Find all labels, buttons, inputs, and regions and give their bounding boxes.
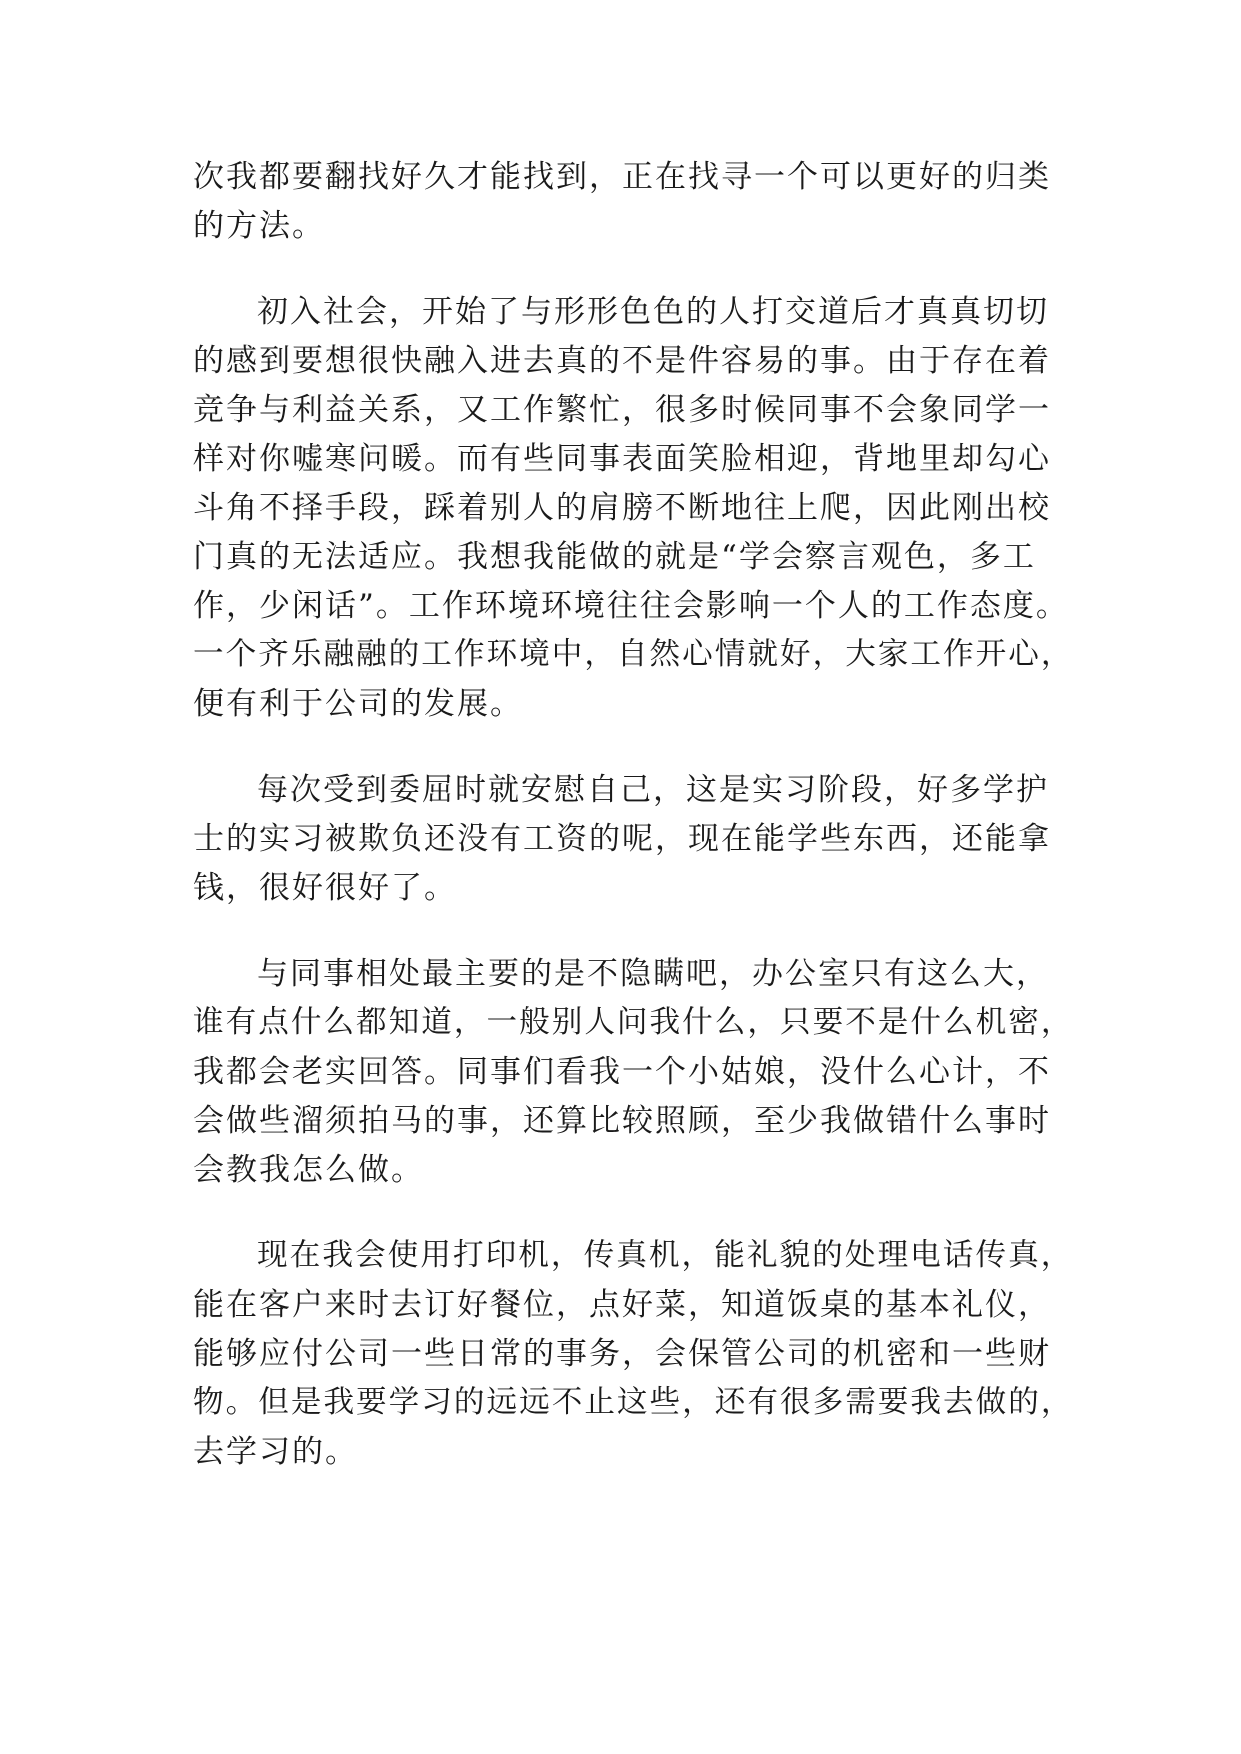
text-line: 能在客户来时去订好餐位，点好菜，知道饭桌的基本礼仪， bbox=[193, 1287, 1051, 1323]
text-line: 我都会老实回答。同事们看我一个小姑娘，没什么心计，不 bbox=[193, 1054, 1051, 1090]
text-line: 谁有点什么都知道，一般别人问我什么，只要不是什么机密， bbox=[193, 1005, 1074, 1040]
paragraph-first-line: 与同事相处最主要的是不隐瞒吧，办公室只有这么大， bbox=[257, 956, 1049, 992]
text-line: 钱，很好很好了。 bbox=[193, 870, 457, 906]
text-line: 物。但是我要学习的远远不止这些，还有很多需要我去做的， bbox=[193, 1385, 1074, 1420]
text-line: 门真的无法适应。我想我能做的就是“学会察言观色，多工 bbox=[193, 539, 1036, 575]
paragraph-first-line: 初入社会，开始了与形形色色的人打交道后才真真切切 bbox=[257, 294, 1049, 330]
text-line: 斗角不择手段，踩着别人的肩膀不断地往上爬，因此刚出校 bbox=[193, 490, 1051, 526]
text-line: 次我都要翻找好久才能找到，正在找寻一个可以更好的归类 bbox=[193, 159, 1051, 195]
text-line: 的感到要想很快融入进去真的不是件容易的事。由于存在着 bbox=[193, 343, 1051, 379]
text-line: 去学习的。 bbox=[193, 1434, 358, 1470]
paragraph-first-line: 每次受到委屈时就安慰自己，这是实习阶段，好多学护 bbox=[257, 772, 1049, 808]
text-line: 样对你嘘寒问暖。而有些同事表面笑脸相迎，背地里却勾心 bbox=[193, 441, 1051, 477]
text-line: 士的实习被欺负还没有工资的呢，现在能学些东西，还能拿 bbox=[193, 821, 1051, 857]
text-line: 会做些溜须拍马的事，还算比较照顾，至少我做错什么事时 bbox=[193, 1103, 1051, 1139]
paragraph-first-line: 现在我会使用打印机，传真机，能礼貌的处理电话传真， bbox=[257, 1238, 1074, 1273]
text-line: 会教我怎么做。 bbox=[193, 1152, 424, 1188]
text-line: 能够应付公司一些日常的事务，会保管公司的机密和一些财 bbox=[193, 1336, 1051, 1372]
text-line: 竞争与利益关系，又工作繁忙，很多时候同事不会象同学一 bbox=[193, 392, 1051, 428]
text-line: 一个齐乐融融的工作环境中，自然心情就好，大家工作开心， bbox=[193, 637, 1074, 672]
text-line: 作，少闲话”。工作环境环境往往会影响一个人的工作态度。 bbox=[193, 588, 1069, 624]
text-line: 便有利于公司的发展。 bbox=[193, 686, 523, 722]
text-line: 的方法。 bbox=[193, 208, 325, 244]
